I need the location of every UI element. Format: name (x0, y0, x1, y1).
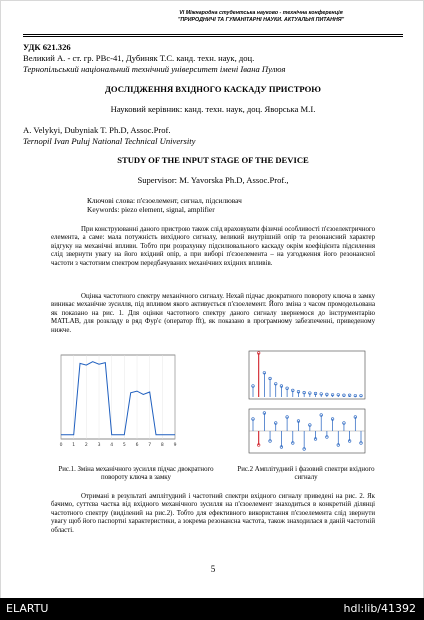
affiliation-ua: Тернопільський національний технічний університет імені Івана Пулюя (23, 64, 286, 74)
paragraph-2: Оцінка частотного спектру механічного сигналу. Нехай підчас двократного повороту ключа в замку виникає механічне зусилля, під впливом якого активується п'єзоелемент. Його зміна з часом промодельована як показано на рис. 1. Для оцінки частотного спектру даного сигналу звернемося до інструментарію MATLAB, для розкладу в ряд Фур'є (оператор fft), як показано в програмному забезпеченні, приведеному нижче. (51, 293, 375, 334)
keywords-ua: Ключові слова: п'єзоелемент, сигнал, підсилювач (87, 196, 242, 205)
figure-2-chart (239, 349, 369, 461)
title-en: STUDY OF THE INPUT STAGE OF THE DEVICE (117, 155, 309, 165)
figure-1-x-tick-label: 4 (110, 443, 114, 448)
title-ua: ДОСЛІДЖЕННЯ ВХІДНОГО КАСКАДУ ПРИСТРОЮ (105, 84, 321, 94)
udk-code: УДК 621.326 (23, 42, 71, 52)
authors-en: A. Velykyi, Dubyniak T. Ph.D, Assoc.Prof. (23, 125, 171, 135)
header-rule (23, 34, 403, 35)
footer-handle: hdl:lib/41392 (343, 602, 416, 615)
footer-repository: ELARTU (6, 602, 49, 615)
figure-1-x-tick-label: 0 (59, 443, 63, 448)
affiliation-en: Ternopil Ivan Puluj National Technical University (23, 136, 196, 146)
footer-bar (0, 598, 424, 620)
paragraph-1: При конструюванні даного пристрою також слід враховувати фізичні особливості п'єзоелектричного елемента, а саме: мала потужність вихідного сигналу, великий внутрішній опір та резонансний характер відгуку на механічні впливи. Тобто при розрахунку підсилювального каскаду окрім коефіцієнта підсилення слід звернути увагу на його вхідний опір, а при виборі п'єзоелемента – на узгодження його резонансної частоти з частотним спектром передбачуваних механічних вхідних впливів. (51, 226, 375, 267)
conference-header (111, 10, 411, 23)
figure-2a-frame (249, 351, 365, 399)
figure-1-frame (61, 355, 175, 439)
header-rule-2 (23, 36, 403, 37)
figure-1-x-tick-label: 6 (135, 443, 139, 448)
figure-2-caption: Рис.2 Амплітудний і фазовий спектри вхідного сигналу (237, 466, 375, 482)
conference-line-2: "ПРИРОДНИЧІ ТА ГУМАНІТАРНІ НАУКИ. АКТУАЛЬНІ ПИТАННЯ" (177, 16, 345, 23)
page-number: 5 (210, 564, 216, 574)
figure-1-caption: Рис.1. Зміна механічного зусилля підчас двократного повороту ключа в замку (58, 466, 214, 482)
conference-line-1: VI Міжнародна студентська науково - технічна конференція (179, 10, 343, 16)
authors-ua: Великий А. - ст. гр. РВс-41, Дубиняк Т.С. канд. техн. наук, доц. (23, 53, 255, 63)
supervisor-ua: Науковий керівник: канд. техн. наук, доц. Яворська М.І. (110, 104, 316, 114)
figure-1-x-tick-label: 2 (84, 443, 88, 448)
paragraph-3: Отримані в результаті амплітудний і частотний спектри вхідного сигналу приведені на рис. 2. Як бачимо, суттєва частка від вхідного механічного зусилля на п'єзоелемент знаходиться в конкретній ділянці частотного спектру (виділений на рис.2). Тобто для ефективного використання п'єзоелемента слід звернути увагу щоб його паспортні характеристики, а зокрема резонансна частота, також знаходилася в даній частотній області. (51, 493, 375, 534)
figure-1-x-tick-label: 8 (160, 443, 164, 448)
figure-1-x-tick-label: 7 (148, 443, 152, 448)
figure-1-chart (53, 351, 181, 451)
figure-1-x-tick-label: 5 (122, 443, 126, 448)
figure-1-x-tick-label: 9 (173, 443, 177, 448)
figure-1-x-tick-label: 1 (72, 443, 76, 448)
keywords-en: Keywords: piezo element, signal, amplifier (87, 205, 215, 214)
figure-1-x-tick-label: 3 (97, 443, 101, 448)
supervisor-en: Supervisor: M. Yavorska Ph.D, Assoc.Prof., (137, 175, 289, 185)
